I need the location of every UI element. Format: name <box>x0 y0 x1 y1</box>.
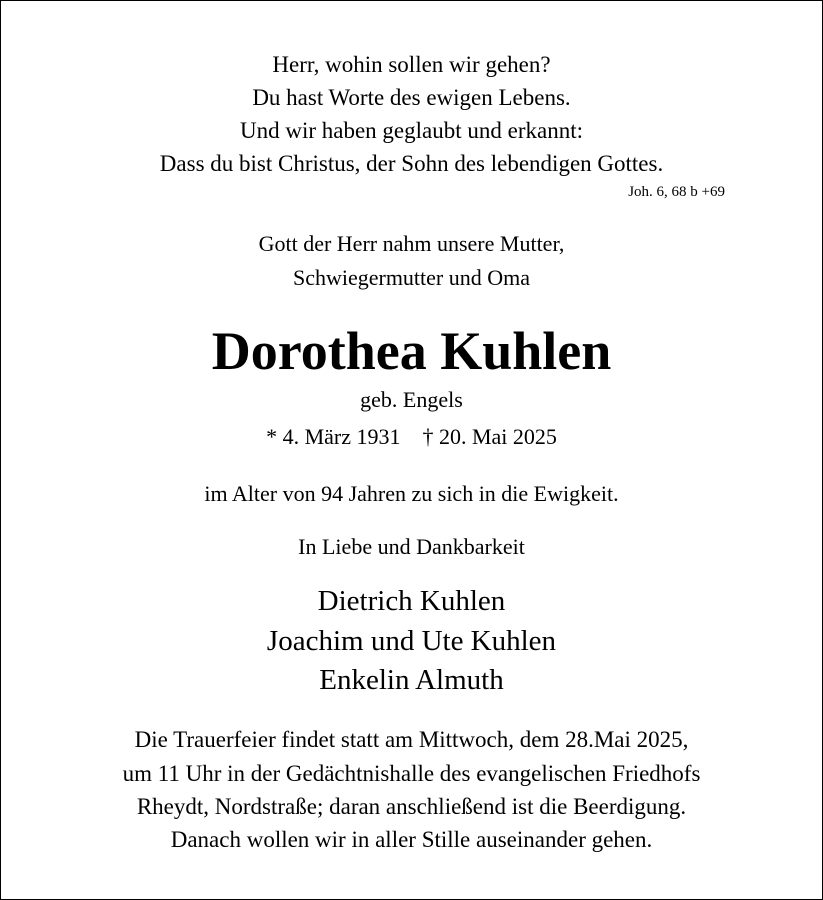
service-line: Danach wollen wir in aller Stille auseinander gehen. <box>170 827 653 852</box>
family-member: Dietrich Kuhlen <box>317 585 506 617</box>
verse-line: Herr, wohin sollen wir gehen? <box>272 52 551 77</box>
verse-line: Und wir haben geglaubt und erkannt: <box>240 118 583 143</box>
birth-date: * 4. März 1931 <box>266 424 401 449</box>
service-line: Die Trauerfeier findet statt am Mittwoch, dem 28.Mai 2025, <box>134 727 689 752</box>
service-line: Rheydt, Nordstraße; daran anschließend ist die Beerdigung. <box>136 794 687 819</box>
closing-line: In Liebe und Dankbarkeit <box>298 534 525 559</box>
verse-reference: Joh. 6, 68 b +69 <box>628 184 725 200</box>
maiden-name: geb. Engels <box>360 387 463 412</box>
death-date: † 20. Mai 2025 <box>422 424 557 449</box>
intro-line: Gott der Herr nahm unsere Mutter, <box>258 231 565 256</box>
verse-line: Du hast Worte des ewigen Lebens. <box>252 85 571 110</box>
deceased-name: Dorothea Kuhlen <box>211 321 612 381</box>
age-line: im Alter von 94 Jahren zu sich in die Ewigkeit. <box>204 481 619 506</box>
service-line: um 11 Uhr in der Gedächtnishalle des evangelischen Friedhofs <box>122 761 701 786</box>
family-member: Enkelin Almuth <box>319 664 504 696</box>
intro-line: Schwiegermutter und Oma <box>292 265 531 290</box>
verse-line: Dass du bist Christus, der Sohn des lebendigen Gottes. <box>159 151 664 176</box>
life-dates <box>0 424 823 450</box>
family-member: Joachim und Ute Kuhlen <box>266 625 557 657</box>
